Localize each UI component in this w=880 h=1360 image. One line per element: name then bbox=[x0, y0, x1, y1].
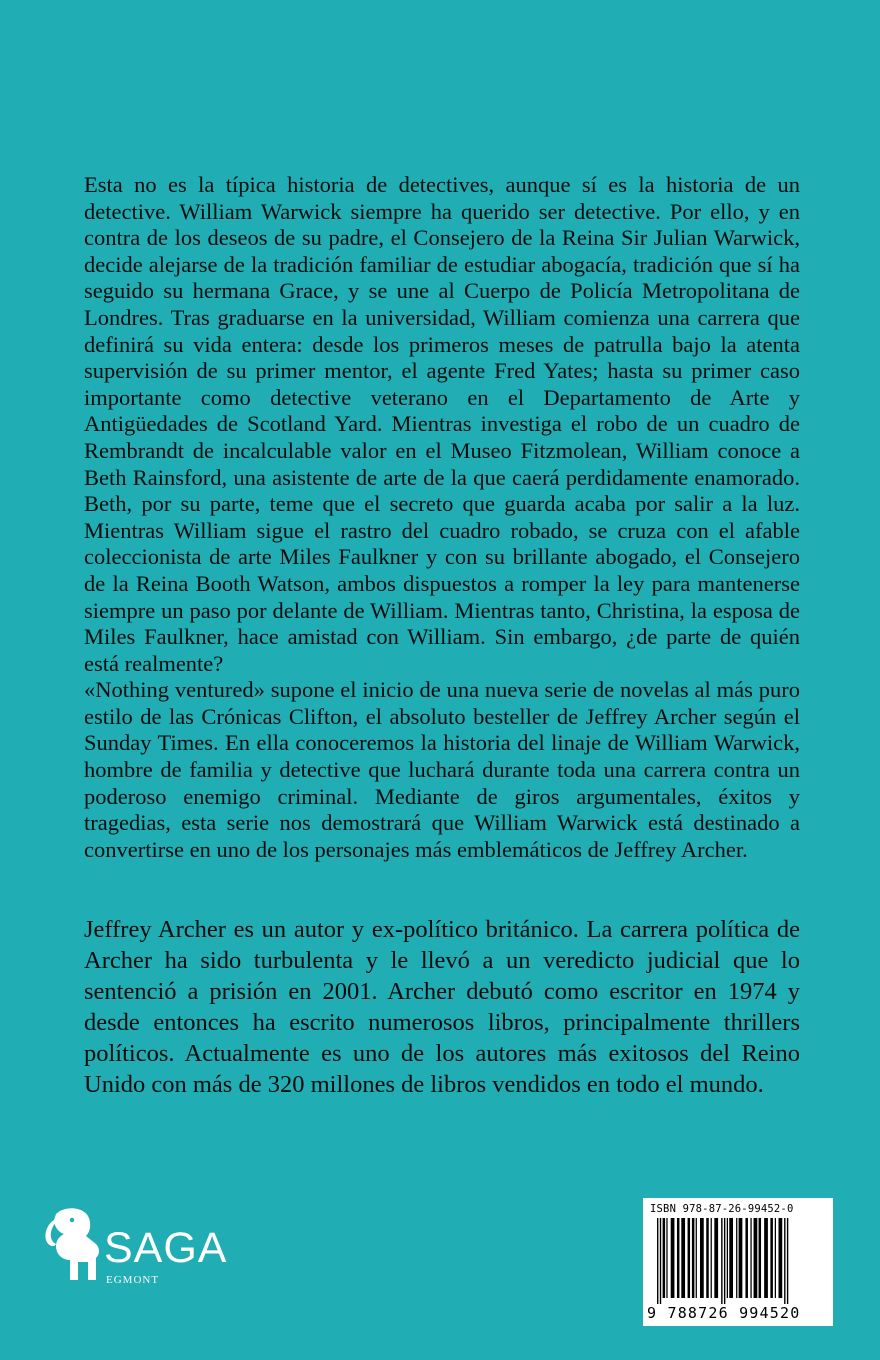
synopsis-paragraph: Esta no es la típica historia de detectives, aunque sí es la historia de un detective. William Warwick siempre ha querido ser detective. Por ello, y en contra de los deseos de su padre, el Consejero de la Reina Sir Julian Warwick, decide alejarse de la tradición familiar de estudiar abogacía, tradición que sí ha seguido su hermana Grace, y se une al Cuerpo de Policía Metropolitana de Londres. Tras graduarse en la universidad, William comienza una carrera que definirá su vida entera: desde los primeros meses de patrulla bajo la atenta supervisión de su primer mentor, el agente Fred Yates; hasta su primer caso importante como detective veterano en el Departamento de Arte y Antigüedades de Scotland Yard. Mientras investiga el robo de un cuadro de Rembrandt de incalculable valor en el Museo Fitzmolean, William conoce a Beth Rainsford, una asistente de arte de la que caerá perdidamente enamorado. Beth, por su parte, teme que el secreto que guarda acaba por salir a la luz. Mientras William sigue el rastro del cuadro robado, se cruza con el afable coleccionista de arte Miles Faulkner y con su brillante abogado, el Consejero de la Reina Booth Watson, ambos dispuestos a romper la ley para mantenerse siempre un paso por delante de William. Mientras tanto, Christina, la esposa de Miles Faulkner, hace amistad con William. Sin embargo, ¿de parte de quién está realmente? bbox=[84, 172, 800, 676]
elephant-icon bbox=[42, 1204, 104, 1284]
barcode-bar bbox=[775, 1218, 776, 1298]
barcode-bar bbox=[724, 1218, 725, 1304]
barcode-bar bbox=[759, 1218, 762, 1298]
barcode-bar bbox=[754, 1218, 758, 1298]
barcode-bar bbox=[779, 1218, 783, 1298]
isbn-label: ISBN 978-87-26-99452-0 bbox=[650, 1203, 794, 1215]
barcode-bar bbox=[677, 1218, 680, 1298]
publisher-name: SAGA bbox=[104, 1224, 228, 1272]
barcode-bar bbox=[739, 1218, 743, 1298]
barcode-bar bbox=[750, 1218, 751, 1298]
publisher-logo bbox=[42, 1204, 242, 1294]
barcode-bar bbox=[681, 1218, 685, 1298]
barcode-bar bbox=[714, 1218, 718, 1298]
barcode-bar bbox=[666, 1218, 667, 1298]
barcode-bar bbox=[736, 1218, 737, 1298]
barcode-bar bbox=[706, 1218, 709, 1298]
barcode-bar bbox=[688, 1218, 691, 1298]
barcode-bar bbox=[660, 1218, 661, 1304]
barcode-bar bbox=[663, 1218, 666, 1298]
barcode-bar bbox=[657, 1218, 658, 1304]
synopsis-paragraph: «Nothing ventured» supone el inicio de una nueva serie de novelas al más puro estilo de las Crónicas Clifton, el absoluto besteller de Jeffrey Archer según el Sunday Times. En ella conoceremos la historia del linaje de William Warwick, hombre de familia y detective que luchará durante toda una carrera contra un poderoso enemigo criminal. Mediante de giros argumentales, éxitos y tragedias, esta serie nos demostrará que William Warwick está destinado a convertirse en uno de los personajes más emblemáticos de Jeffrey Archer. bbox=[84, 677, 800, 862]
barcode-bar bbox=[696, 1218, 697, 1298]
barcode-bars bbox=[649, 1218, 827, 1304]
barcode-bar bbox=[721, 1218, 722, 1304]
isbn-barcode bbox=[643, 1198, 833, 1326]
author-bio bbox=[84, 914, 800, 1100]
barcode-bar bbox=[784, 1218, 785, 1304]
barcode-bar bbox=[764, 1218, 768, 1298]
barcode-bar bbox=[770, 1218, 773, 1298]
publisher-imprint: EGMONT bbox=[106, 1274, 160, 1286]
ean-digits: 9 788726 994520 bbox=[647, 1304, 801, 1322]
barcode-bar bbox=[700, 1218, 704, 1298]
barcode-bar bbox=[671, 1218, 675, 1298]
barcode-bar bbox=[787, 1218, 788, 1304]
barcode-bar bbox=[745, 1218, 748, 1298]
author-bio-text: Jeffrey Archer es un autor y ex-político británico. La carrera política de Archer ha sido turbulenta y le llevó a un veredicto judicial que lo sentenció a prisión en 2001. Archer debutó como escritor en 1974 y desde entonces ha escrito numerosos libros, principalmente thrillers políticos. Actualmente es uno de los autores más exitosos del Reino Unido con más de 320 millones de libros vendidos en todo el mundo. bbox=[84, 916, 800, 1098]
barcode-bar bbox=[727, 1218, 728, 1298]
barcode-bar bbox=[692, 1218, 695, 1298]
book-synopsis bbox=[84, 172, 800, 863]
barcode-bar bbox=[729, 1218, 733, 1298]
barcode-bar bbox=[711, 1218, 712, 1298]
